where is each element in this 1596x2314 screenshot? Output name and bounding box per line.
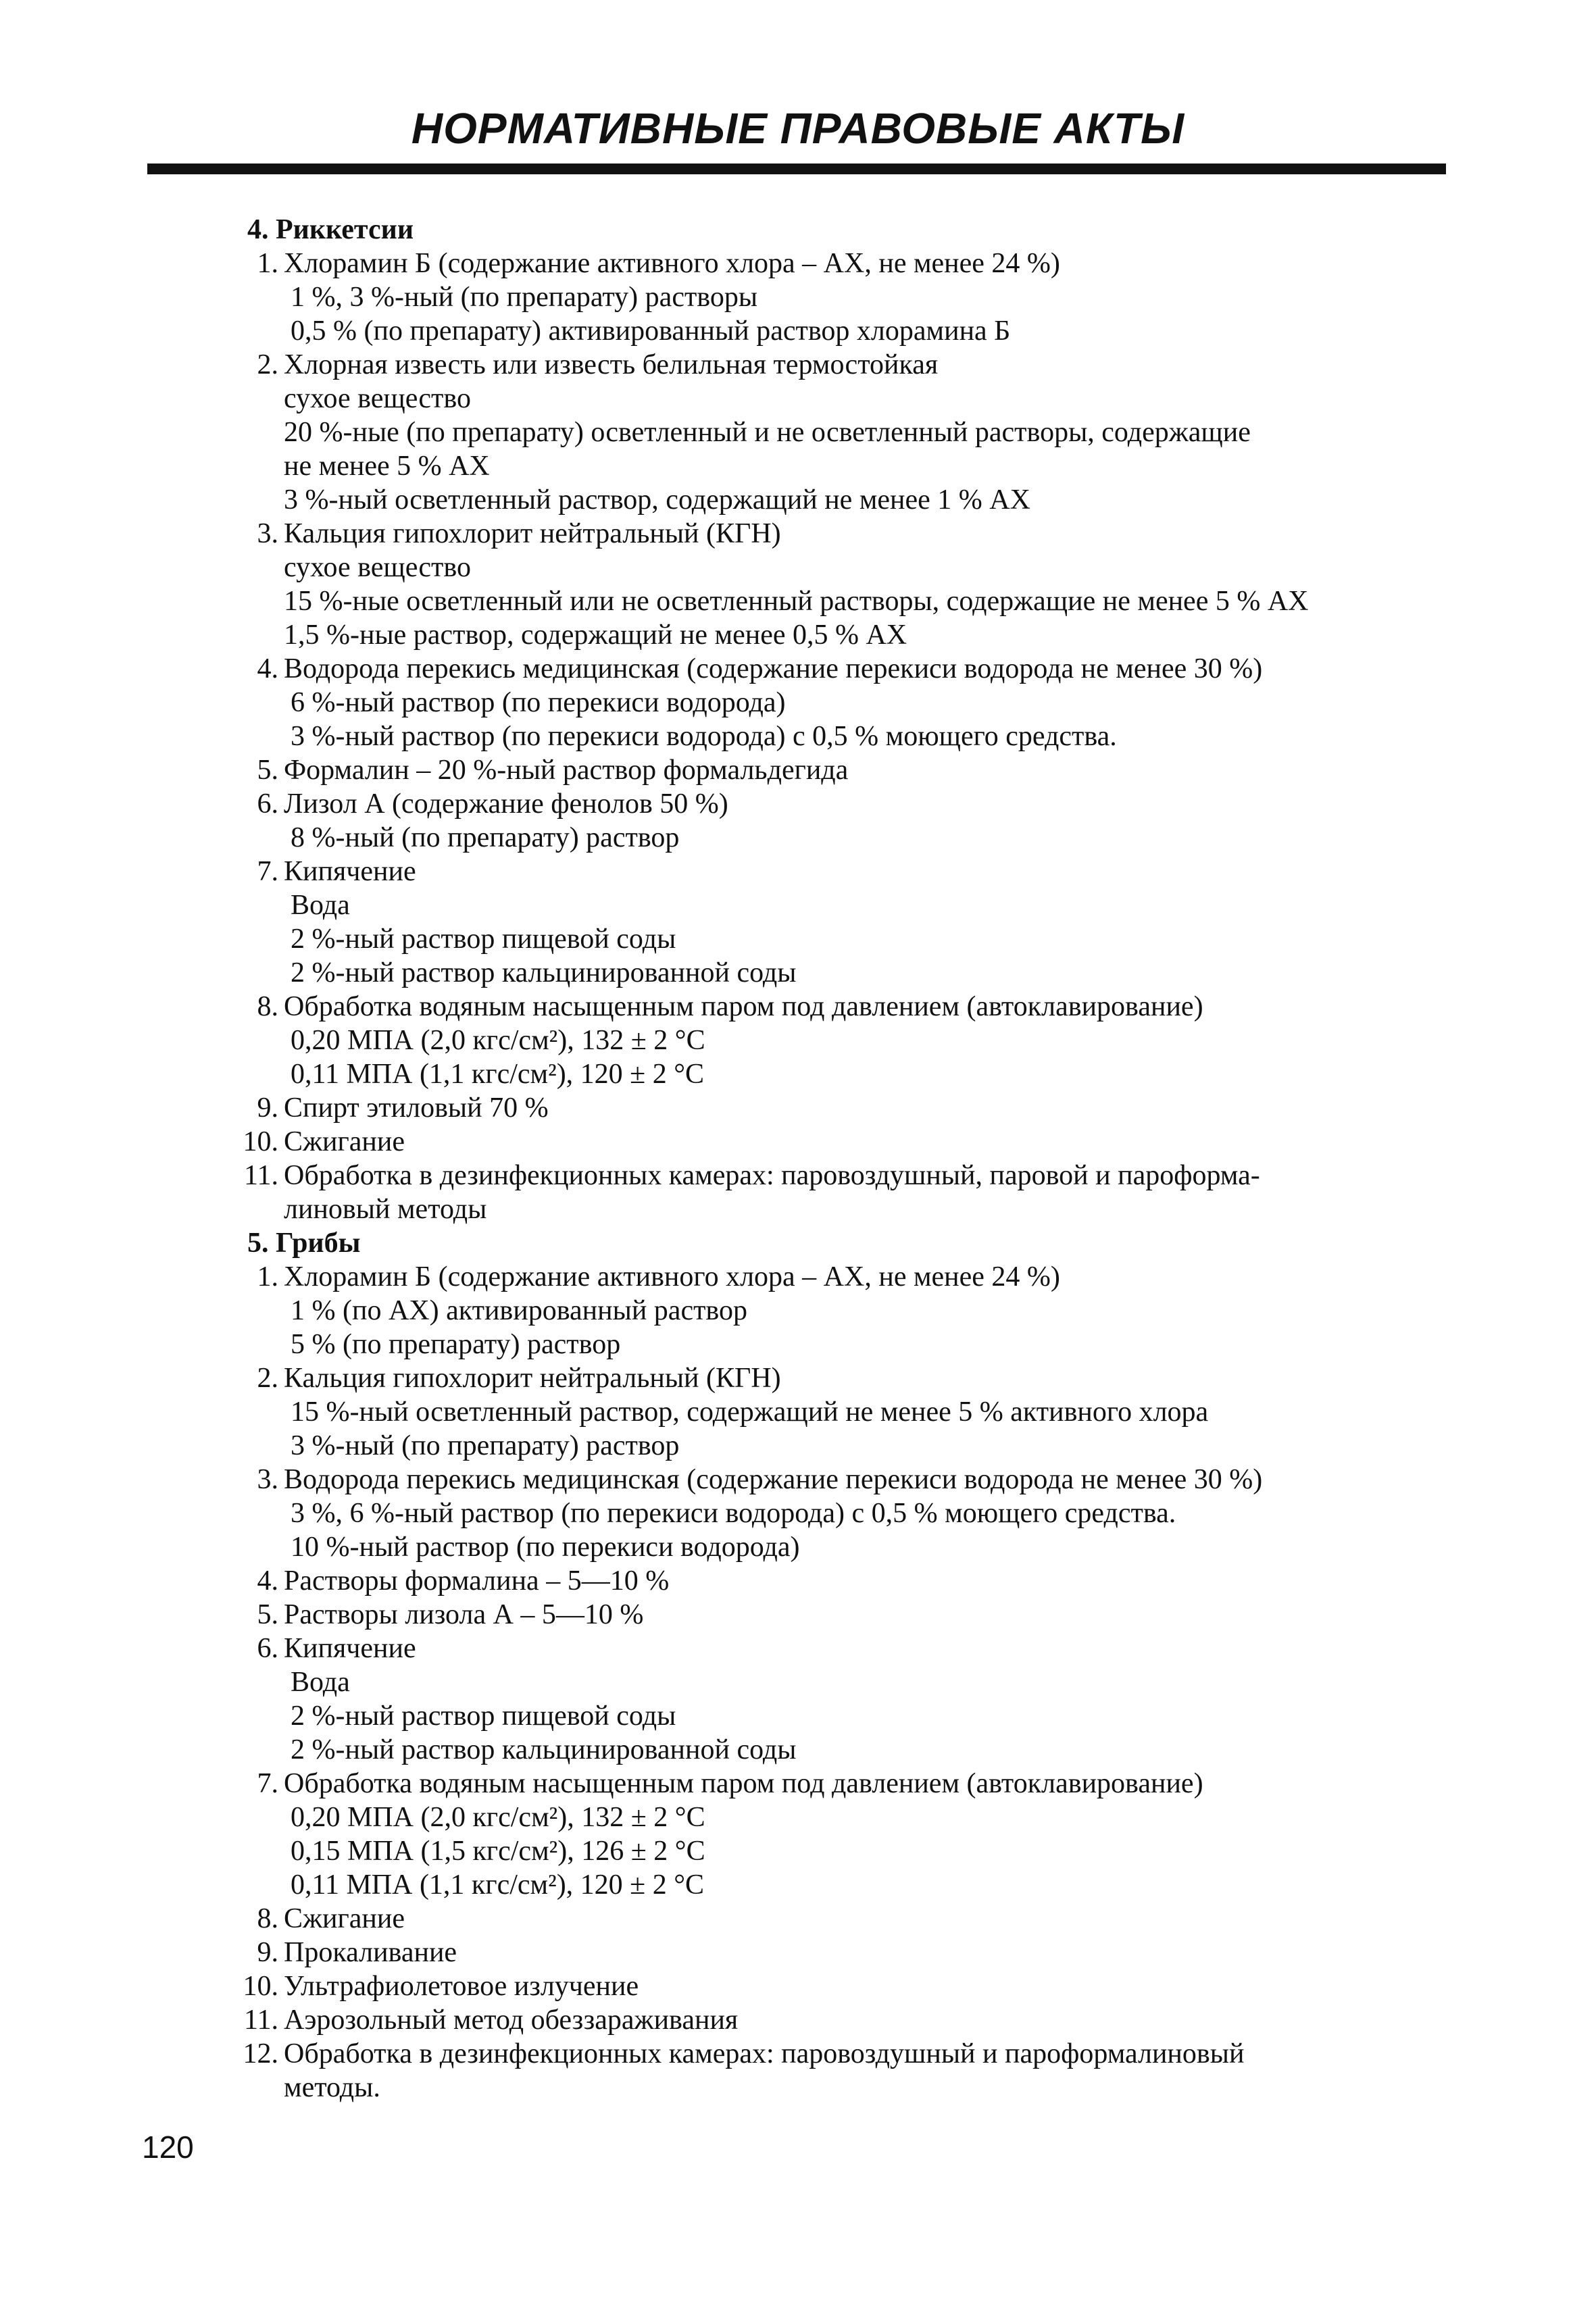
- sub-item-text: 6 %-ный раствор (по перекиси водорода): [291, 687, 786, 718]
- sub-item-line: [0, 280, 1596, 314]
- list-item: [0, 1159, 1596, 1192]
- list-item-number: 2.: [257, 1363, 278, 1394]
- sub-item-line: [0, 1057, 1596, 1091]
- sub-item-text: 3 %-ный (по препарату) раствор: [291, 1430, 680, 1461]
- continuation-line: [0, 449, 1596, 483]
- sub-item-line: [0, 1699, 1596, 1733]
- continuation-text: 1,5 %-ные раствор, содержащий не менее 0,5 % АХ: [284, 620, 907, 651]
- list-item: [0, 1564, 1596, 1598]
- sub-item-text: 8 %-ный (по препарату) раствор: [291, 822, 680, 853]
- list-item: [0, 517, 1596, 551]
- list-item-text: Аэрозольный метод обеззараживания: [284, 2005, 739, 2036]
- sub-item-line: [0, 1395, 1596, 1429]
- sub-item-text: 2 %-ный раствор пищевой соды: [291, 1701, 676, 1732]
- list-item-number: 4.: [257, 1565, 278, 1596]
- list-item-text: Сжигание: [284, 1903, 405, 1934]
- list-item-text: Ультрафиолетовое излучение: [284, 1971, 639, 2002]
- sub-item-text: 2 %-ный раствор кальцинированной соды: [291, 957, 797, 988]
- list-item: [0, 1091, 1596, 1125]
- list-item-text: Кипячение: [284, 1633, 416, 1664]
- list-item-number: 6.: [257, 788, 278, 820]
- list-item-text: Хлорамин Б (содержание активного хлора – АХ, не менее 24 %): [284, 1261, 1060, 1292]
- sub-item-text: 3 %-ный раствор (по перекиси водорода) с 0,5 % моющего средства.: [291, 721, 1117, 752]
- list-item-text: Обработка в дезинфекционных камерах: паровоздушный и пароформалиновый: [284, 2038, 1245, 2069]
- sub-item-line: [0, 720, 1596, 753]
- sub-item-text: 1 %, 3 %-ный (по препарату) растворы: [291, 282, 758, 313]
- list-item-text: Обработка водяным насыщенным паром под давлением (автоклавирование): [284, 991, 1203, 1022]
- list-item-number: 9.: [257, 1092, 278, 1124]
- sub-item-text: 0,20 МПА (2,0 кгс/см²), 132 ± 2 °С: [291, 1802, 705, 1833]
- continuation-text: 15 %-ные осветленный или не осветленный растворы, содержащие не менее 5 % АХ: [284, 586, 1309, 617]
- list-item-number: 1.: [257, 1261, 278, 1292]
- continuation-text: сухое вещество: [284, 383, 471, 414]
- document-body: [0, 213, 1596, 2105]
- list-item-text: Растворы лизола А – 5—10 %: [284, 1599, 644, 1630]
- page-number: 120: [142, 2130, 194, 2165]
- sub-item-line: [0, 821, 1596, 855]
- list-item-number: 7.: [257, 856, 278, 887]
- sub-item-line: [0, 1328, 1596, 1361]
- sub-item-text: 2 %-ный раствор кальцинированной соды: [291, 1734, 797, 1765]
- list-item-number: 9.: [257, 1937, 278, 1968]
- list-item-number: 10.: [243, 1126, 278, 1157]
- list-item-number: 4.: [257, 653, 278, 684]
- section-heading: [0, 1226, 1596, 1260]
- list-item: [0, 247, 1596, 280]
- sub-item-line: [0, 1733, 1596, 1767]
- list-item-number: 5.: [257, 755, 278, 786]
- sub-item-text: 0,11 МПА (1,1 кгс/см²), 120 ± 2 °С: [291, 1059, 705, 1090]
- list-item-text: Прокаливание: [284, 1937, 457, 1968]
- list-item-number: 8.: [257, 991, 278, 1022]
- sub-item-line: [0, 1429, 1596, 1463]
- list-item-text: Кальция гипохлорит нейтральный (КГН): [284, 1363, 781, 1394]
- list-item: [0, 1125, 1596, 1159]
- continuation-line: [0, 551, 1596, 584]
- list-item: [0, 1936, 1596, 1969]
- sub-item-line: [0, 1024, 1596, 1057]
- sub-item-text: Вода: [291, 1667, 350, 1698]
- list-item-number: 1.: [257, 248, 278, 279]
- continuation-line: [0, 416, 1596, 449]
- list-item-number: 11.: [244, 2005, 278, 2036]
- continuation-text: методы.: [284, 2072, 380, 2103]
- list-item-number: 5.: [257, 1599, 278, 1630]
- page-header-title: НОРМАТИВНЫЕ ПРАВОВЫЕ АКТЫ: [411, 104, 1185, 153]
- continuation-text: 3 %-ный осветленный раствор, содержащий не менее 1 % АХ: [284, 484, 1030, 515]
- list-item-text: Обработка водяным насыщенным паром под давлением (автоклавирование): [284, 1768, 1203, 1799]
- list-item-text: Растворы формалина – 5—10 %: [284, 1565, 670, 1596]
- list-item: [0, 348, 1596, 382]
- sub-item-text: 2 %-ный раствор пищевой соды: [291, 924, 676, 955]
- list-item: [0, 1361, 1596, 1395]
- list-item-number: 3.: [257, 518, 278, 549]
- header-divider: [147, 164, 1446, 174]
- list-item: [0, 990, 1596, 1024]
- sub-item-line: [0, 1868, 1596, 1902]
- continuation-text: 20 %-ные (по препарату) осветленный и не осветленный растворы, содержащие: [284, 417, 1251, 448]
- sub-item-text: 0,5 % (по препарату) активированный раствор хлорамина Б: [291, 316, 1011, 347]
- list-item-number: 10.: [243, 1971, 278, 2002]
- list-item-number: 6.: [257, 1633, 278, 1664]
- continuation-line: [0, 382, 1596, 416]
- sub-item-line: [0, 956, 1596, 990]
- sub-item-line: [0, 1294, 1596, 1328]
- sub-item-line: [0, 314, 1596, 348]
- sub-item-text: 1 % (по АХ) активированный раствор: [291, 1295, 747, 1326]
- continuation-line: [0, 2071, 1596, 2105]
- list-item-text: Кальция гипохлорит нейтральный (КГН): [284, 518, 781, 549]
- list-item-number: 11.: [244, 1160, 278, 1191]
- list-item-text: Хлорная известь или известь белильная термостойкая: [284, 349, 939, 380]
- list-item-text: Хлорамин Б (содержание активного хлора – АХ, не менее 24 %): [284, 248, 1060, 279]
- sub-item-line: [0, 1530, 1596, 1564]
- continuation-line: [0, 584, 1596, 618]
- list-item-number: 8.: [257, 1903, 278, 1934]
- section-heading-text: 5. Грибы: [247, 1228, 361, 1259]
- list-item: [0, 2003, 1596, 2037]
- section-heading-text: 4. Риккетсии: [247, 214, 414, 245]
- sub-item-text: 3 %, 6 %-ный раствор (по перекиси водорода) с 0,5 % моющего средства.: [291, 1498, 1176, 1529]
- continuation-text: линовый методы: [284, 1194, 487, 1225]
- list-item-text: Сжигание: [284, 1126, 405, 1157]
- sub-item-line: [0, 1496, 1596, 1530]
- list-item: [0, 855, 1596, 888]
- list-item: [0, 1969, 1596, 2003]
- sub-item-text: 5 % (по препарату) раствор: [291, 1329, 621, 1360]
- continuation-line: [0, 483, 1596, 517]
- list-item-text: Лизол А (содержание фенолов 50 %): [284, 788, 728, 820]
- list-item: [0, 1598, 1596, 1632]
- list-item-number: 2.: [257, 349, 278, 380]
- list-item-text: Формалин – 20 %-ный раствор формальдегида: [284, 755, 849, 786]
- continuation-line: [0, 618, 1596, 652]
- list-item-number: 3.: [257, 1464, 278, 1495]
- sub-item-line: [0, 1834, 1596, 1868]
- sub-item-line: [0, 1665, 1596, 1699]
- list-item: [0, 753, 1596, 787]
- sub-item-text: Вода: [291, 890, 350, 921]
- list-item-text: Водорода перекись медицинская (содержание перекиси водорода не менее 30 %): [284, 653, 1263, 684]
- sub-item-line: [0, 686, 1596, 720]
- list-item-text: Водорода перекись медицинская (содержание перекиси водорода не менее 30 %): [284, 1464, 1263, 1495]
- list-item-text: Спирт этиловый 70 %: [284, 1092, 549, 1124]
- list-item: [0, 1463, 1596, 1496]
- section-heading: [0, 213, 1596, 247]
- continuation-text: сухое вещество: [284, 552, 471, 583]
- list-item-number: 12.: [243, 2038, 278, 2069]
- list-item-text: Кипячение: [284, 856, 416, 887]
- sub-item-line: [0, 888, 1596, 922]
- list-item: [0, 652, 1596, 686]
- list-item: [0, 787, 1596, 821]
- sub-item-text: 10 %-ный раствор (по перекиси водорода): [291, 1532, 800, 1563]
- sub-item-text: 0,15 МПА (1,5 кгс/см²), 126 ± 2 °С: [291, 1836, 705, 1867]
- sub-item-text: 0,20 МПА (2,0 кгс/см²), 132 ± 2 °С: [291, 1025, 705, 1056]
- continuation-text: не менее 5 % АХ: [284, 451, 490, 482]
- list-item-number: 7.: [257, 1768, 278, 1799]
- sub-item-text: 0,11 МПА (1,1 кгс/см²), 120 ± 2 °С: [291, 1869, 705, 1901]
- sub-item-line: [0, 922, 1596, 956]
- sub-item-text: 15 %-ный осветленный раствор, содержащий не менее 5 % активного хлора: [291, 1397, 1209, 1428]
- list-item: [0, 1260, 1596, 1294]
- list-item: [0, 2037, 1596, 2071]
- list-item: [0, 1632, 1596, 1665]
- list-item: [0, 1902, 1596, 1936]
- list-item-text: Обработка в дезинфекционных камерах: паровоздушный, паровой и пароформа-: [284, 1160, 1260, 1191]
- sub-item-line: [0, 1801, 1596, 1834]
- continuation-line: [0, 1192, 1596, 1226]
- list-item: [0, 1767, 1596, 1801]
